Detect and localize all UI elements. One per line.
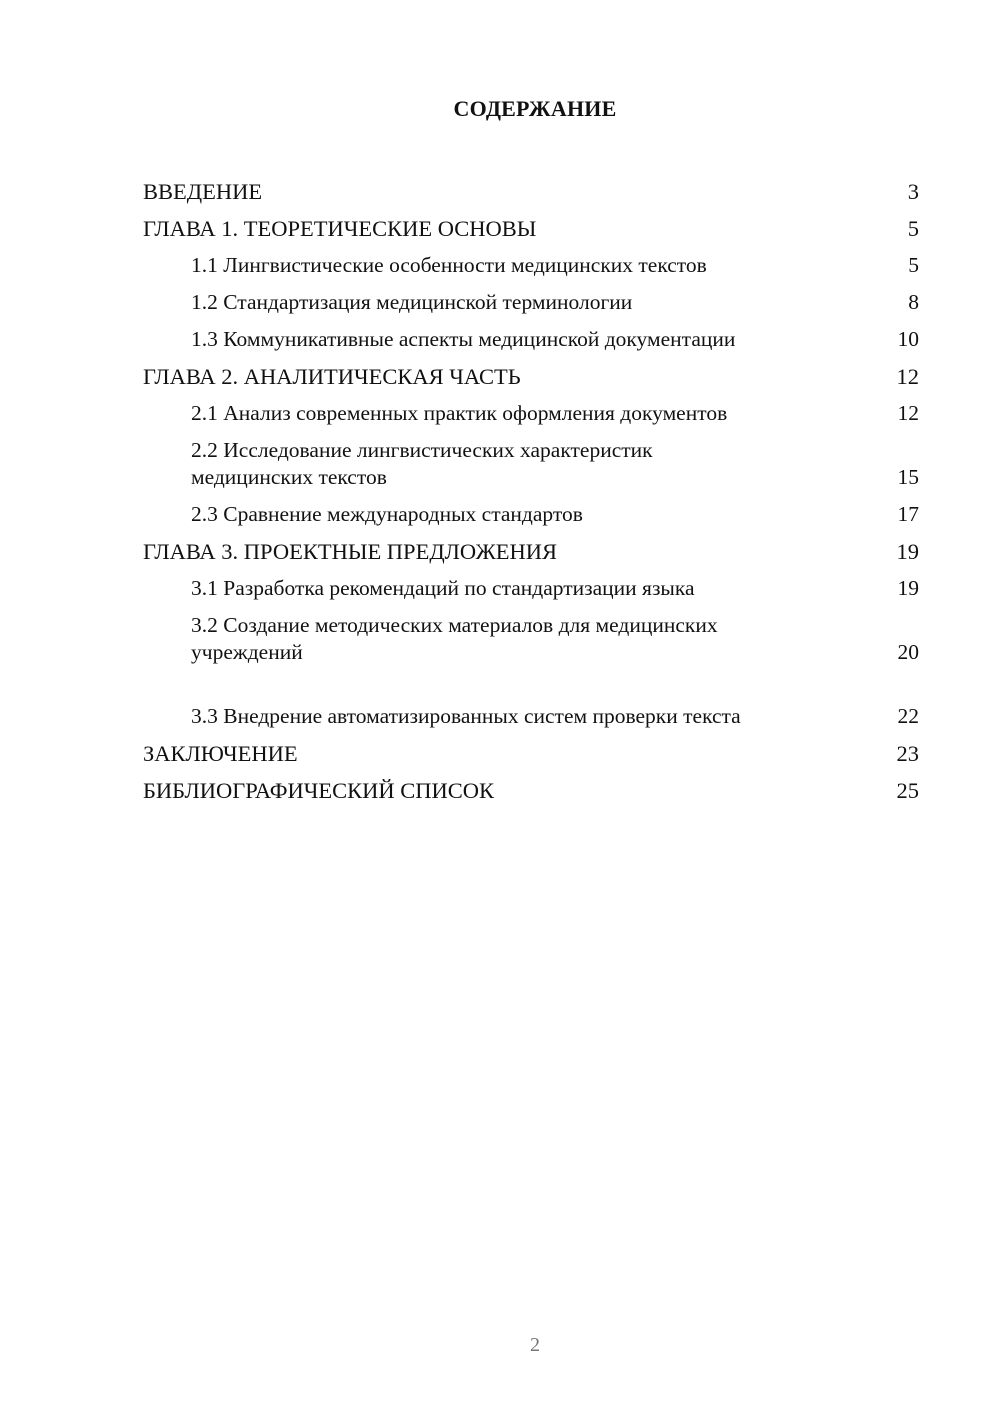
toc-entry-page: 25	[896, 778, 919, 803]
toc-entry-bibliography[interactable]	[143, 767, 919, 804]
toc-entry-page: 5	[907, 216, 919, 241]
toc-entry-label: 3.1 Разработка рекомендаций по стандартизации языка	[191, 576, 695, 600]
toc-entry-section-2-2[interactable]	[143, 427, 919, 491]
toc-entry-label: 1.1 Лингвистические особенности медицинских текстов	[191, 253, 707, 277]
toc-entry-label: ГЛАВА 1. ТЕОРЕТИЧЕСКИЕ ОСНОВЫ	[143, 216, 537, 241]
page-number: 2	[530, 1334, 540, 1356]
toc-entry-section-2-1[interactable]	[143, 390, 919, 427]
toc-entry-chapter-1[interactable]	[143, 205, 919, 242]
toc-entry-label: ГЛАВА 2. АНАЛИТИЧЕСКАЯ ЧАСТЬ	[143, 364, 521, 389]
toc-entry-chapter-2[interactable]	[143, 353, 919, 390]
toc-entry-page: 15	[897, 465, 919, 489]
toc-entry-conclusion[interactable]	[143, 730, 919, 767]
toc-entry-label: 2.1 Анализ современных практик оформления документов	[191, 401, 728, 425]
toc-entry-page: 19	[897, 576, 919, 600]
toc-entry-label: 3.2 Создание методических материалов для медицинских учреждений	[191, 613, 718, 664]
toc-entry-page: 12	[897, 401, 919, 425]
toc-entry-label: ВВЕДЕНИЕ	[143, 179, 263, 204]
toc-entry-page: 5	[908, 253, 919, 277]
toc-entry-page: 23	[896, 741, 919, 766]
toc-entry-page: 17	[897, 502, 919, 526]
toc-entry-label: ГЛАВА 3. ПРОЕКТНЫЕ ПРЕДЛОЖЕНИЯ	[143, 539, 558, 564]
toc-entry-page: 8	[908, 290, 919, 314]
toc-entry-section-2-3[interactable]	[143, 491, 919, 528]
toc-entry-page: 19	[896, 539, 919, 564]
toc-entry-label: 2.3 Сравнение международных стандартов	[191, 502, 583, 526]
toc-entry-label: БИБЛИОГРАФИЧЕСКИЙ СПИСОК	[143, 778, 495, 803]
toc-entry-page: 20	[897, 640, 919, 664]
toc-entry-section-3-2[interactable]	[143, 602, 919, 666]
table-of-contents	[143, 168, 919, 804]
toc-entry-label: ЗАКЛЮЧЕНИЕ	[143, 741, 298, 766]
toc-entry-page: 12	[896, 364, 919, 389]
toc-entry-chapter-3[interactable]	[143, 528, 919, 565]
toc-entry-section-1-2[interactable]	[143, 279, 919, 316]
toc-entry-label: 1.3 Коммуникативные аспекты медицинской документации	[191, 327, 736, 351]
toc-entry-section-3-1[interactable]	[143, 565, 919, 602]
toc-entry-section-3-3[interactable]	[143, 666, 919, 730]
toc-entry-section-1-1[interactable]	[143, 242, 919, 279]
toc-entry-page: 3	[907, 179, 919, 204]
toc-entry-label: 3.3 Внедрение автоматизированных систем проверки текста	[191, 704, 741, 728]
toc-entry-section-1-3[interactable]	[143, 316, 919, 353]
toc-entry-page: 10	[897, 327, 919, 351]
toc-entry-label: 2.2 Исследование лингвистических характеристик медицинских текстов	[191, 438, 653, 489]
toc-entry-page: 22	[897, 704, 919, 728]
toc-title: СОДЕРЖАНИЕ	[453, 96, 617, 121]
toc-entry-label: 1.2 Стандартизация медицинской терминологии	[191, 290, 633, 314]
toc-entry-introduction[interactable]	[143, 168, 919, 205]
